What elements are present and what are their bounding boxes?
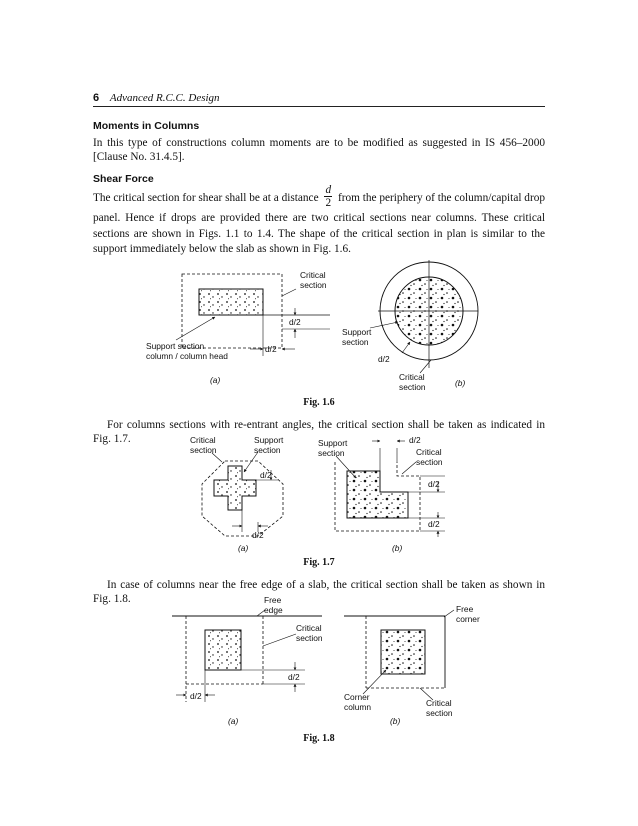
fig18a-d2-right: d/2 bbox=[288, 672, 300, 682]
fig16b-support-label-1: Support bbox=[342, 327, 372, 337]
fig-1-8b bbox=[344, 604, 480, 726]
corner-column bbox=[381, 630, 425, 674]
fig16a-d2-bottom: d/2 bbox=[265, 344, 277, 354]
fig-1-6a bbox=[146, 270, 330, 385]
fig-1-7a bbox=[190, 435, 284, 553]
fig17a-d2-top: d/2 bbox=[260, 470, 272, 480]
fig16a-critical-label-2: section bbox=[300, 280, 327, 290]
caption-fig-1-6: Fig. 1.6 bbox=[303, 397, 335, 408]
fig17a-critical-2: section bbox=[190, 445, 217, 455]
book-title: Advanced R.C.C. Design bbox=[109, 92, 220, 104]
heading-shear-force: Shear Force bbox=[93, 173, 154, 185]
fig16a-critical-label-1: Critical bbox=[300, 270, 326, 280]
l-shaped-column bbox=[347, 471, 408, 518]
fraction-d-over-2 bbox=[324, 184, 332, 209]
heading-moments-in-columns: Moments in Columns bbox=[93, 120, 200, 132]
fraction-denominator: 2 bbox=[325, 197, 332, 209]
header-rule bbox=[93, 106, 545, 107]
fig17b-d2-top: d/2 bbox=[409, 435, 421, 445]
fig16a-support-label-1: Support section bbox=[146, 341, 205, 351]
fig17a-support-2: section bbox=[254, 445, 281, 455]
fig16b-d2: d/2 bbox=[378, 354, 390, 364]
fraction-numerator: d bbox=[325, 184, 332, 196]
fig18a-sublabel: (a) bbox=[228, 716, 239, 726]
fig17a-critical-1: Critical bbox=[190, 435, 216, 445]
para-free-edge: In case of columns near the free edge of a slab, the critical section shall be taken as shown in Fig. 1.8. bbox=[93, 579, 545, 606]
fig16a-support-label-2: column / column head bbox=[146, 351, 228, 361]
fig17b-critical-2: section bbox=[416, 457, 443, 467]
fig17a-sublabel: (a) bbox=[238, 543, 249, 553]
fig16b-critical-label-1: Critical bbox=[399, 372, 425, 382]
fig17b-d2-low: d/2 bbox=[428, 519, 440, 529]
fig18b-free-1: Free bbox=[456, 604, 474, 614]
fig18a-d2-left: d/2 bbox=[190, 691, 202, 701]
figure-1-7 bbox=[0, 434, 638, 554]
fig16b-sublabel: (b) bbox=[455, 378, 466, 388]
fig18b-critical-1: Critical bbox=[426, 698, 452, 708]
running-header bbox=[93, 92, 545, 106]
cruciform-column bbox=[214, 466, 256, 510]
fig18b-corner-2: column bbox=[344, 702, 371, 712]
fig16a-d2-right: d/2 bbox=[289, 317, 301, 327]
fig18b-sublabel: (b) bbox=[390, 716, 401, 726]
fig-1-6b bbox=[342, 260, 478, 392]
fig-1-7b bbox=[318, 435, 445, 553]
fig16b-critical-label-2: section bbox=[399, 382, 426, 392]
fig18b-critical-2: section bbox=[426, 708, 453, 718]
fig-1-8a bbox=[172, 595, 323, 726]
fig17b-support-2: section bbox=[318, 448, 345, 458]
fig18a-critical-1: Critical bbox=[296, 623, 322, 633]
fig16b-support-label-2: section bbox=[342, 337, 369, 347]
fig18a-critical-2: section bbox=[296, 633, 323, 643]
column-section bbox=[199, 289, 263, 315]
para-moments: In this type of constructions column moments are to be modified as suggested in IS 456–2000 [Clause No. 31.4.5]. bbox=[93, 137, 545, 164]
shear-text-after: from the periphery of the column/capital drop panel. Hence if drops are provided there are two critical sections near columns. These critical sections are shown in Figs. 1.1 to 1.4. The shape of the critical section in plan is similar to the support immediately below the slab as shown in Fig. 1.6. bbox=[93, 192, 546, 255]
figure-1-8 bbox=[0, 594, 638, 730]
fig17a-d2-bottom: d/2 bbox=[252, 530, 264, 540]
fig17b-d2-mid: d/2 bbox=[428, 479, 440, 489]
fig17a-support-1: Support bbox=[254, 435, 284, 445]
fig17b-critical-1: Critical bbox=[416, 447, 442, 457]
fig18b-corner-1: Corner bbox=[344, 692, 370, 702]
para-shear-force bbox=[93, 186, 545, 258]
fig16a-sublabel: (a) bbox=[210, 375, 221, 385]
fig18a-free-1: Free bbox=[264, 595, 282, 605]
para-re-entrant: For columns sections with re-entrant angles, the critical section shall be taken as indicated in Fig. 1.7. bbox=[93, 419, 545, 446]
shear-text-before: The critical section for shear shall be at a distance bbox=[93, 192, 319, 205]
fig17b-support-1: Support bbox=[318, 438, 348, 448]
page-number: 6 bbox=[93, 92, 100, 104]
fig18a-free-2: edge bbox=[264, 605, 283, 615]
caption-fig-1-8: Fig. 1.8 bbox=[303, 733, 335, 744]
fig18b-free-2: corner bbox=[456, 614, 480, 624]
fig17b-sublabel: (b) bbox=[392, 543, 403, 553]
edge-column bbox=[205, 630, 241, 670]
caption-fig-1-7: Fig. 1.7 bbox=[303, 557, 335, 568]
figure-1-6 bbox=[0, 260, 638, 410]
